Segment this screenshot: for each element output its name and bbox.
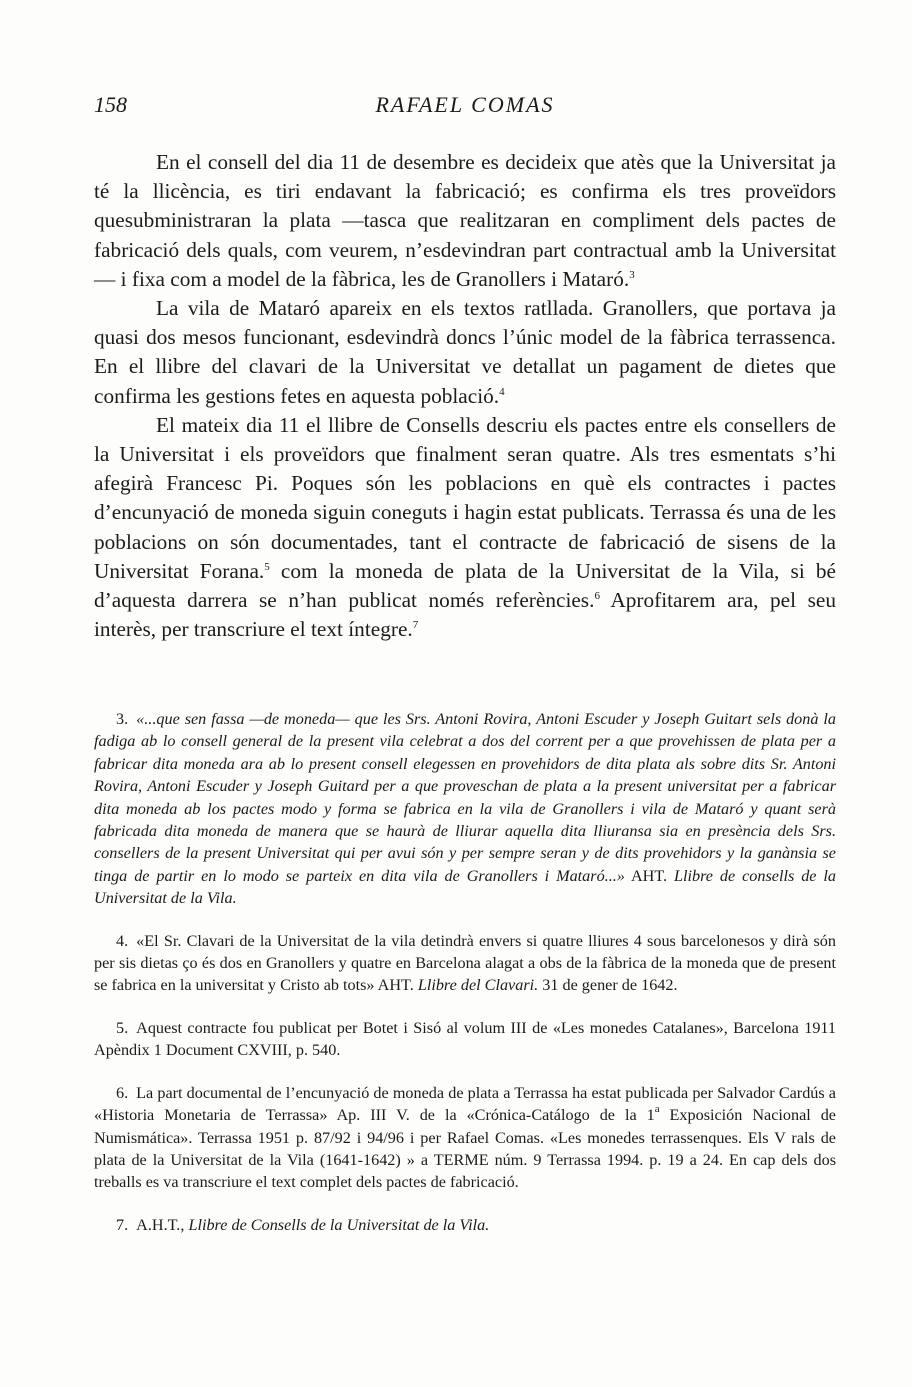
footnote-number: 4. <box>116 931 129 950</box>
footnote-number: 7. <box>116 1215 129 1234</box>
footnote-5 <box>94 1017 836 1062</box>
footnote-title: Llibre del Clavari. <box>417 976 539 995</box>
footnotes <box>94 708 836 1256</box>
footnote-3 <box>94 708 836 910</box>
footnote-text: A.H.T., <box>136 1215 189 1234</box>
footnote-7 <box>94 1214 836 1236</box>
footnote-number: 5. <box>116 1018 129 1037</box>
footnote-ref: 4 <box>499 385 505 398</box>
paragraph <box>94 294 836 411</box>
footnote-date: 31 de gener de 1642. <box>538 976 678 995</box>
footnote-text: «El Sr. Clavari de la Universitat de la vila detindrà envers si quatre lliures 4 sous barcelonesos y dirà són per sis dietas ço és dos en Granollers y quatre en Barcelona alagat a obs de la fàbrica de la moneda que de present se fabrica en la universitat y Cristo ab tots» AHT. <box>94 931 836 995</box>
footnote-ref: 5 <box>264 560 270 573</box>
footnote-text: Aquest contracte fou publicat per Botet i Sisó al volum III de «Les monedes Catalanes», Barcelona 1911 Apèndix 1 Document CXVIII, p. 540. <box>94 1018 836 1060</box>
footnote-number: 6. <box>116 1083 129 1102</box>
footnote-superscript: a <box>654 1103 660 1116</box>
paragraph-text: En el consell del dia 11 de desembre es decideix que atès que la Universitat ja té la llicència, es tiri endavant la fabricació; es confirma els tres proveïdors quesubministraran la plata —tasca que realitzaran en compliment dels pactes de fabricació dels quals, com veurem, n’esdevindran part contractual amb la Universitat— i fixa com a model de la fàbrica, les de Granollers i Mataró. <box>94 150 836 291</box>
footnote-title: Llibre de Consells de la Universitat de la Vila. <box>188 1215 490 1234</box>
page-number: 158 <box>94 92 127 117</box>
footnote-source: AHT. <box>624 866 674 885</box>
footnote-6 <box>94 1082 836 1194</box>
paragraph-text: Aprofitarem ara, pel seu interès, per transcriure el text íntegre. <box>94 588 837 642</box>
paragraph-text: El mateix dia 11 el llibre de Consells descriu els pactes entre els consellers de la Universitat i els proveïdors que finalment seran quatre. Als tres esmentats s’hi afegirà Francesc Pi. Poques són les poblacions en què els contractes i pactes d’encunyació de moneda siguin coneguts i hagin estat publicats. Terrassa és una de les poblacions on són documentades, tant el contracte de fabricació de sisens de la Universitat Forana. <box>94 412 836 583</box>
footnote-4 <box>94 930 836 997</box>
running-title: RAFAEL COMAS <box>375 92 555 117</box>
footnote-title: Llibre de consells de la Universitat de la Vila. <box>94 866 836 908</box>
footnote-quote: «...que sen fassa —de moneda— que les Srs. Antoni Rovira, Antoni Escuder y Joseph Guitart sels donà la fadiga ab lo consell general de la present vila celebrat a dos del corrent per a que provehissen de plata per a fabricar dita moneda ara ab lo present consell elegessen en provehidors de dita plata als sobre dits Sr. Antoni Rovira, Antoni Escuder y Joseph Guitard per a que proveschan de plata a la present universitat per a fabricar dita moneda ab los pactes modo y forma se fabrica en la vila de Granollers i vila de Mataró y quant serà fabricada dita moneda de manera que se haurà de lliurar aquella dita lliuransa sia en presència dels Srs. consellers de la present Universitat qui per avui són y per sempre seran y de dits provehidors y la ganànsia se tinga de partir en lo modo se parteix en dita vila de Granollers i Mataró...» <box>94 710 836 885</box>
footnote-ref: 3 <box>629 268 635 281</box>
running-header <box>94 92 836 122</box>
footnote-number: 3. <box>116 710 129 728</box>
footnote-text: Exposición Nacional de Numismática». Terrassa 1951 p. 87/92 i 94/96 i per Rafael Comas. «Les monedes terrassenques. Els V rals de plata de la Universitat de la Vila (1641-1642) » a TERME núm. 9 Terrassa 1994. p. 19 a 24. En cap dels dos treballs es va transcriure el text complet dels pactes de fabricació. <box>94 1106 836 1192</box>
main-text <box>94 148 836 644</box>
footnote-ref: 7 <box>412 619 419 632</box>
paragraph-text: La vila de Mataró apareix en els textos ratllada. Granollers, que portava ja quasi dos mesos funcionant, esdevindrà doncs l’únic model de la fàbrica terrassenca. En el llibre del clavari de la Universitat ve detallat un pagament de dietes que confirma les gestions fetes en aquesta població. <box>94 296 836 408</box>
paragraph <box>94 148 836 294</box>
footnote-text: La part documental de l’encunyació de moneda de plata a Terrassa ha estat publicada per Salvador Cardús a «Historia Monetaria de Terrassa» Ap. III V. de la «Crónica-Catálogo de la 1 <box>94 1083 836 1125</box>
footnote-ref: 6 <box>594 590 600 603</box>
paragraph-text: com la moneda de plata de la Universitat de la Vila, si bé d’aquesta darrera se n’han publicat només referències. <box>94 558 837 613</box>
paragraph <box>94 411 836 645</box>
